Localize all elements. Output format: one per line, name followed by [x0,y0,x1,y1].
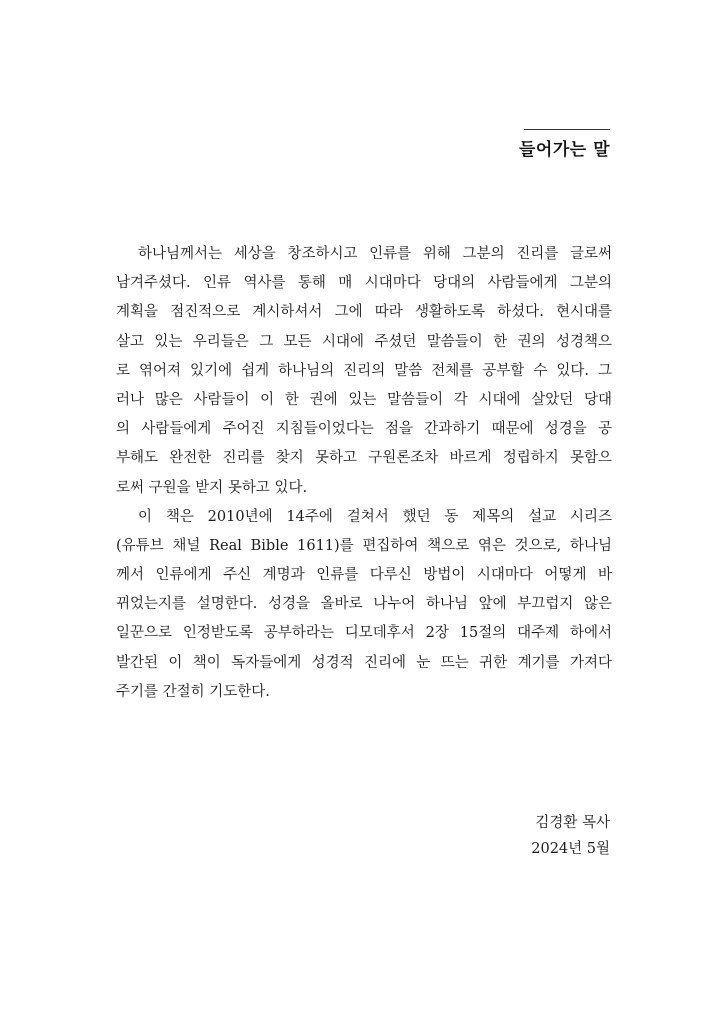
text-line: 일꾼으로 인정받도록 공부하라는 디모데후서 2장 15절의 대주제 하에서 [116,625,612,642]
page-title: 들어가는 말 [518,140,610,160]
text-line: 남겨주셨다. 인류 역사를 통해 매 시대마다 당대의 사람들에게 그분의 [116,275,612,292]
text-line: 살고 있는 우리들은 그 모든 시대에 주셨던 말씀들이 한 권의 성경책으 [116,333,612,350]
text-line: 주기를 간절히 기도한다. [116,683,270,700]
author-name: 김경환 목사 [535,815,610,831]
text-line: (유튜브 채널 Real Bible 1611)를 편집하여 책으로 엮은 것으로, 하나님 [116,537,612,554]
signature-date: 2024년 5월 [531,841,610,857]
text-line: 하나님께서는 세상을 창조하시고 인류를 위해 그분의 진리를 글로써 [138,246,612,262]
signature [531,810,610,862]
header-rule [524,129,610,130]
text-line: 계획을 점진적으로 계시하셔서 그에 따라 생활하도록 하셨다. 현시대를 [116,304,612,321]
text-line: 의 사람들에게 주어진 지침들이었다는 점을 간과하기 때문에 성경을 공 [116,421,612,438]
paragraph [116,503,612,707]
text-line: 러나 많은 사람들이 이 한 권에 있는 말씀들이 각 시대에 살았던 당대 [116,391,612,408]
text-line: 로써 구원을 받지 못하고 있다. [116,479,308,496]
text-line: 부해도 완전한 진리를 찾지 못하고 구원론조차 바르게 정립하지 못함으 [116,450,612,467]
text-line: 께서 인류에게 주신 계명과 인류를 다루신 방법이 시대마다 어떻게 바 [116,567,612,584]
text-line: 뀌었는지를 설명한다. 성경을 올바로 나누어 하나님 앞에 부끄럽지 않은 [116,596,612,613]
text-line: 이 책은 2010년에 14주에 걸쳐서 했던 동 제목의 설교 시리즈 [138,508,612,525]
text-line: 발간된 이 책이 독자들에게 성경적 진리에 눈 뜨는 귀한 계기를 가져다 [116,654,612,671]
paragraph [116,240,612,503]
body-text [116,240,612,707]
text-line: 로 엮어져 있기에 쉽게 하나님의 진리의 말씀 전체를 공부할 수 있다. 그 [116,362,612,379]
